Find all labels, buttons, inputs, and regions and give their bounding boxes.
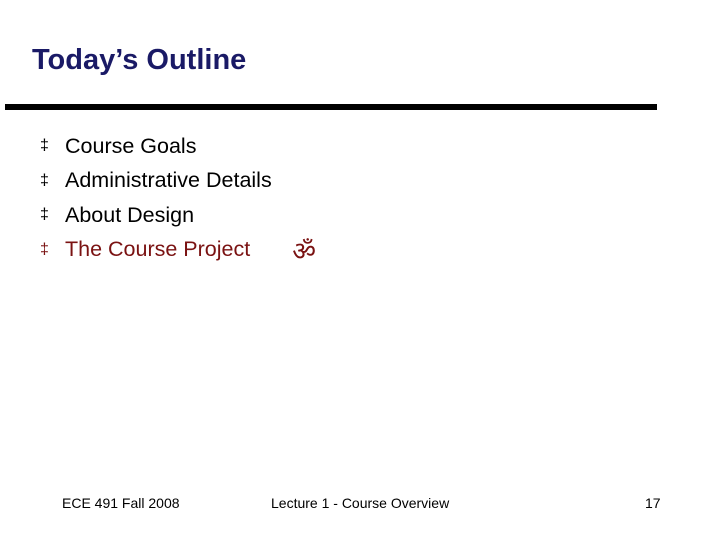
outline-item-label: The Course Project: [65, 237, 251, 262]
footer-lecture: Lecture 1 - Course Overview: [271, 495, 450, 511]
outline-item: [40, 129, 316, 164]
bullet-icon: ‡: [40, 206, 49, 224]
footer-course: ECE 491 Fall 2008: [62, 495, 180, 511]
outline-item: [40, 164, 316, 199]
page-number: 17: [645, 495, 661, 511]
outline-item-label: Administrative Details: [65, 168, 272, 193]
outline-item-label: Course Goals: [65, 133, 197, 158]
bullet-icon: ‡: [40, 171, 49, 189]
om-icon: ॐ: [292, 235, 316, 266]
title-divider: [5, 104, 657, 110]
bullet-icon: ‡: [40, 137, 49, 155]
outline-item: [40, 198, 316, 233]
outline-item-current: [40, 233, 316, 268]
slide-title: Today’s Outline: [32, 44, 247, 76]
outline-list: [40, 129, 316, 267]
bullet-icon: ‡: [40, 240, 49, 258]
outline-item-label: About Design: [65, 202, 195, 227]
